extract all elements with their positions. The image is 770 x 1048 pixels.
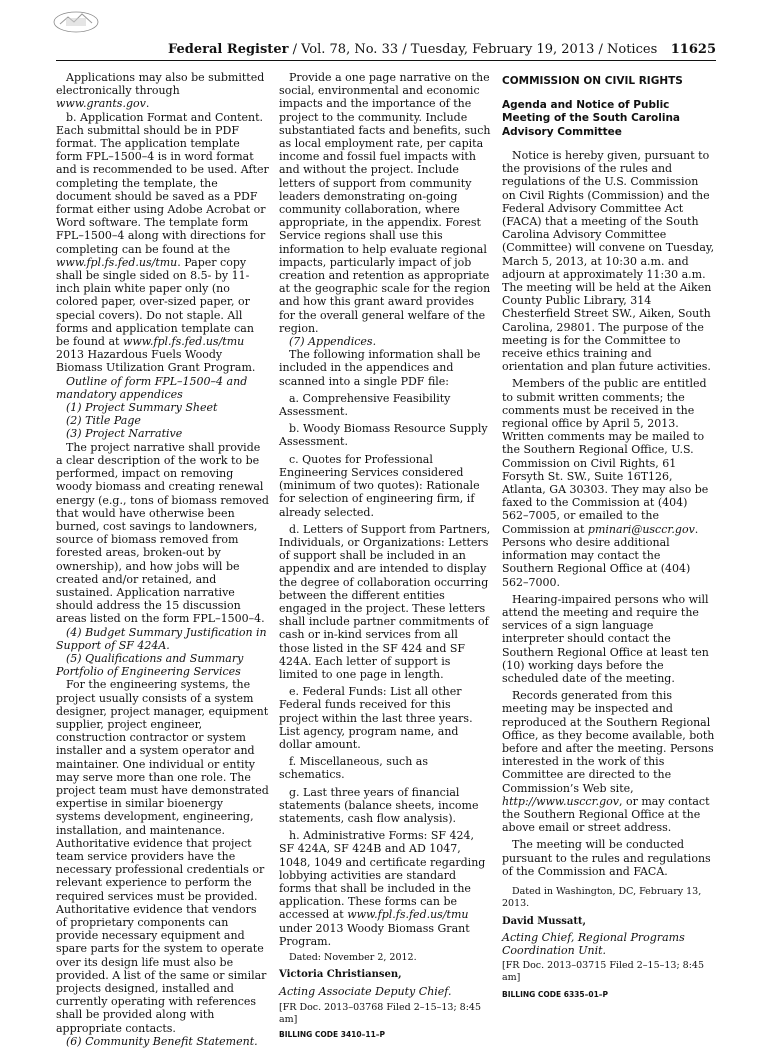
gpo-authenticated-seal-icon bbox=[52, 8, 100, 34]
paragraph: (7) Appendices. bbox=[289, 335, 377, 349]
dated-line: Dated in Washington, DC, February 13, 2013. bbox=[502, 885, 702, 909]
paragraph: (2) Title Page bbox=[66, 414, 141, 428]
paragraph: Provide a one page narrative on the social, environmental and economic impacts and the importance of the project to the community. Include substantiated facts and benefits, such as local employment rate, per capita income and fossil fuel impacts with and without the project. Include letters of support from community leaders demonstrating on-going community collaboration, where appropriate, in the appendix. Forest Service regions shall use this information to help evaluate regional impacts, particularly impact of job creation and retention as appropriate at the geographic scale for the region and how this grant award provides for the overall general welfare of the region. bbox=[279, 71, 491, 335]
issue-details: / Vol. 78, No. 33 / Tuesday, February 19, 2013 / Notices bbox=[288, 42, 658, 57]
paragraph: The project narrative shall provide a clear description of the work to be performed, impact on removing woody biomass and creating renewal energy (e.g., tons of biomass removed that would have otherwise been burned, cost savings to landowners, source of biomass removed from forested areas, broken-out by ownership), and how jobs will be created and/or retained, and sustained. Application narrative should address the 15 discussion areas listed on the form FPL–1500–4. bbox=[56, 440, 269, 626]
journal-name: Federal Register bbox=[168, 42, 289, 57]
page-number: 11625 bbox=[670, 42, 716, 57]
column-3 bbox=[502, 71, 715, 1000]
notice-title: Agenda and Notice of Public Meeting of the South Carolina Advisory Committee bbox=[502, 98, 681, 138]
signatory-title: Acting Associate Deputy Chief. bbox=[279, 985, 452, 999]
signatory-title: Acting Chief, Regional Programs Coordination Unit. bbox=[502, 931, 685, 958]
paragraph: The meeting will be conducted pursuant to the rules and regulations of the Commission and FACA. bbox=[502, 838, 711, 878]
paragraph: c. Quotes for Professional Engineering Services considered (minimum of two quotes): Rationale for selection of engineering firm, if already selected. bbox=[279, 452, 480, 519]
paragraph: (1) Project Summary Sheet bbox=[66, 401, 218, 415]
fr-doc-line: [FR Doc. 2013–03768 Filed 2–15–13; 8:45 am] bbox=[279, 1002, 482, 1026]
column-2 bbox=[279, 71, 491, 1040]
paragraph: (5) Qualifications and Summary Portfolio of Engineering Services bbox=[56, 651, 244, 679]
paragraph: For the engineering systems, the project usually consists of a system designer, project manager, equipment supplier, project engineer, construction contractor or system installer and a system operator and maintainer. One individual or entity may serve more than one role. The project team must have demonstrated expertise in similar bioenergy systems development, engineering, installation, and maintenance. Authoritative evidence that project team service providers have the necessary professional credentials or relevant experience to perform the required services must be provided. Authoritative evidence that vendors of proprietary components can provide necessary equipment and spare parts for the system to operate over its design life must also be provided. A list of the same or similar projects designed, installed and currently operating with references shall be provided along with appropriate contacts. bbox=[56, 678, 269, 1035]
paragraph: Hearing-impaired persons who will attend the meeting and require the services of a sign language interpreter should contact the Southern Regional Office at least ten (10) working days before the scheduled date of the meeting. bbox=[502, 592, 709, 685]
paragraph: b. Woody Biomass Resource Supply Assessment. bbox=[279, 422, 488, 449]
paragraph: a. Comprehensive Feasibility Assessment. bbox=[279, 391, 451, 419]
header-rule bbox=[56, 60, 716, 61]
signatory-name: David Mussatt, bbox=[502, 915, 587, 927]
billing-code: BILLING CODE 3410–11–P bbox=[279, 1030, 386, 1040]
paragraph: h. Administrative Forms: SF 424, SF 424A, SF 424B and AD 1047, 1048, 1049 and certificate regarding lobbying activities are standard forms that shall be included in the application. These forms can be accessed at www.fpl.fs.fed.us/tmu under 2013 Woody Biomass Grant Program. bbox=[279, 829, 486, 948]
agency-heading: COMMISSION ON CIVIL RIGHTS bbox=[502, 75, 683, 87]
paragraph: Applications may also be submitted electronically through www.grants.gov. bbox=[56, 71, 265, 111]
paragraph: e. Federal Funds: List all other Federal funds received for this project within the last three years. List agency, program name, and dollar amount. bbox=[279, 685, 473, 751]
paragraph: (4) Budget Summary Justification in Support of SF 424A. bbox=[56, 625, 267, 652]
paragraph: d. Letters of Support from Partners, Individuals, or Organizations: Letters of support shall be included in an appendix and are intended to display the degree of collaboration occurring between the different entities engaged in the project. These letters shall include partner commitments of cash or in-kind services from all those listed in the SF 424 and SF 424A. Each letter of support is limited to one page in length. bbox=[279, 522, 491, 681]
paragraph: f. Miscellaneous, such as schematics. bbox=[279, 755, 428, 782]
paragraph: Outline of form FPL–1500–4 and mandatory appendices bbox=[56, 374, 248, 401]
paragraph: Members of the public are entitled to submit written comments; the comments must be received in the regional office by April 5, 2013. Written comments may be mailed to the Southern Regional Office, U.S. Commission on Civil Rights, 61 Forsyth St. SW., Suite 16T126, Atlanta, GA 30303. They may also be faxed to the Commission at (404) 562–7005, or emailed to the Commission at pminari@usccr.gov. Persons who desire additional information may contact the Southern Regional Office at (404) 562–7000. bbox=[502, 377, 709, 589]
column-1 bbox=[56, 71, 269, 1048]
paragraph: (3) Project Narrative bbox=[66, 427, 183, 441]
paragraph: g. Last three years of financial statements (balance sheets, income statements, cash flow analysis). bbox=[279, 785, 479, 825]
paragraph: b. Application Format and Content. Each submittal should be in PDF format. The application template form FPL–1500–4 is in word format and is recommended to be used. After completing the template, the document should be saved as a PDF format either using Adobe Acrobat or Word software. The template form FPL–1500–4 along with directions for completing can be found at the www.fpl.fs.fed.us/tmu. Paper copy shall be single sided on 8.5- by 11-inch plain white paper only (no colored paper, over-sized paper, or special covers). Do not staple. All forms and application template can be found at www.fpl.fs.fed.us/tmu 2013 Hazardous Fuels Woody Biomass Utilization Grant Program. bbox=[56, 110, 269, 375]
billing-code: BILLING CODE 6335–01–P bbox=[502, 989, 609, 999]
paragraph: Notice is hereby given, pursuant to the provisions of the rules and regulations of the U.S. Commission on Civil Rights (Commission) and the Federal Advisory Committee Act (FACA) that a meeting of the South Carolina Advisory Committee (Committee) will convene on Tuesday, March 5, 2013, at 10:30 a.m. and adjourn at approximately 11:30 a.m. The meeting will be held at the Aiken County Public Library, 314 Chesterfield Street SW., Aiken, South Carolina, 29801. The purpose of the meeting is for the Committee to receive ethics training and orientation and plan future activities. bbox=[502, 149, 715, 374]
signatory-name: Victoria Christiansen, bbox=[279, 969, 402, 980]
fr-doc-line: [FR Doc. 2013–03715 Filed 2–15–13; 8:45 am] bbox=[502, 959, 705, 983]
paragraph: Records generated from this meeting may be inspected and reproduced at the Southern Regional Office, as they become available, both before and after the meeting. Persons interested in the work of this Committee are directed to the Commission’s Web site, http://www.usccr.gov, or may contact the Southern Regional Office at the above email or street address. bbox=[502, 689, 715, 835]
paragraph: The following information shall be included in the appendices and scanned into a single PDF file: bbox=[279, 348, 481, 388]
paragraph: (6) Community Benefit Statement. bbox=[66, 1034, 258, 1048]
dated-line: Dated: November 2, 2012. bbox=[289, 952, 417, 963]
